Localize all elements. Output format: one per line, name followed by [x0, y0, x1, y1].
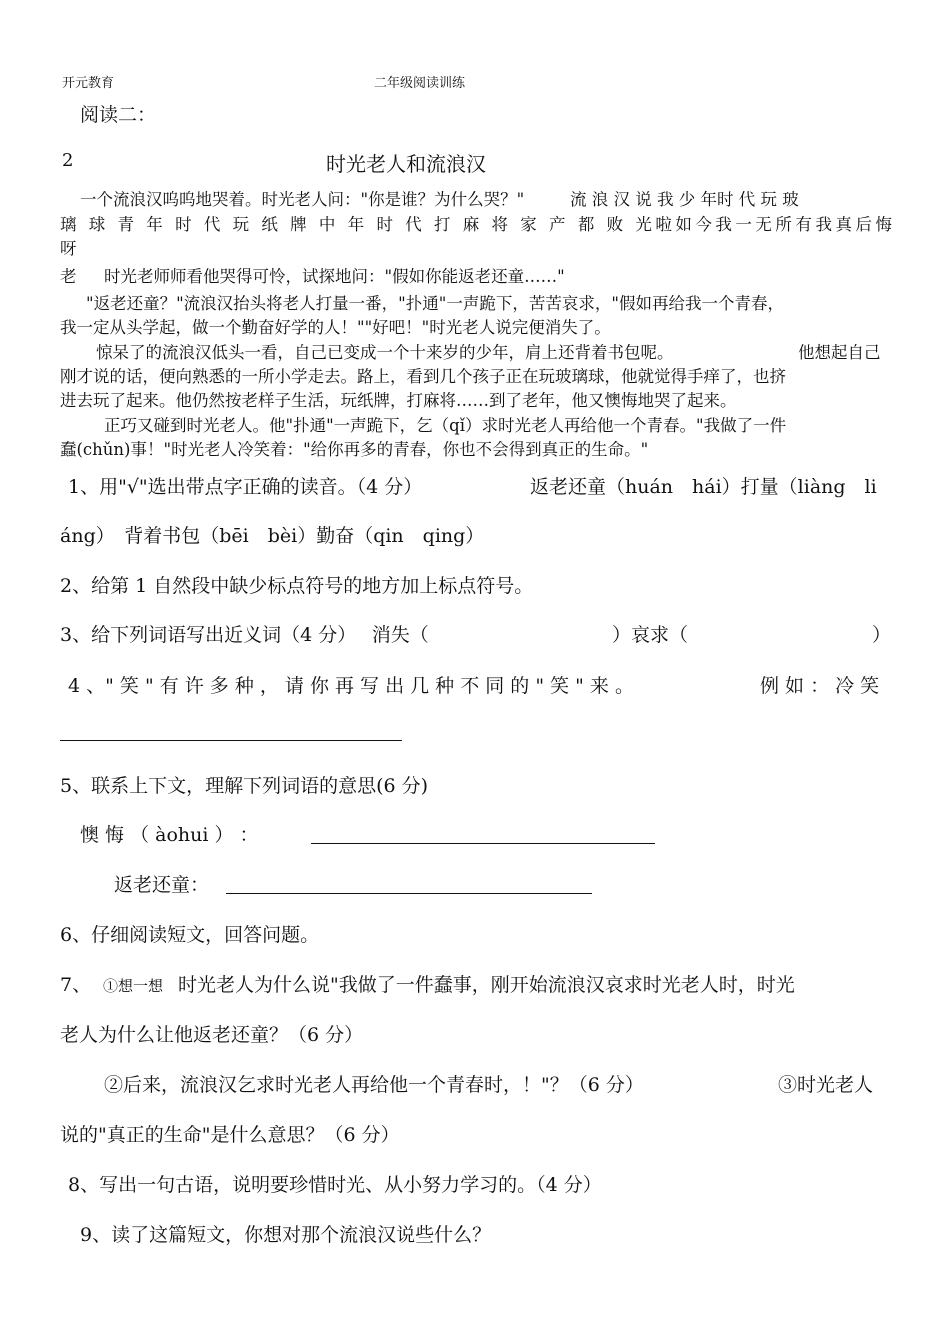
question-5-term-2: 返老还童：	[114, 874, 210, 896]
question-7-prefix: ①想一想	[103, 977, 164, 995]
question-5: 5、联系上下文，理解下列词语的意思(6 分)	[60, 775, 429, 797]
question-1-options-cont: áng） 背着书包（bēi bèi）勤奋（qin qing）	[60, 525, 485, 547]
answer-line-q4[interactable]	[60, 740, 402, 741]
question-7-sub-3: ③时光老人	[778, 1074, 874, 1096]
answer-line-q5a[interactable]	[311, 843, 655, 844]
passage-line: 刚才说的话，便向熟悉的一所小学走去。路上，看到几个孩子正在玩玻璃球，他就觉得手痒了，也挤	[60, 367, 786, 386]
header-left: 开元教育	[62, 76, 115, 91]
passage-line: 呀	[60, 239, 77, 258]
passage-line: 我一定从头学起，做一个勤奋好学的人！""好吧！"时光老人说完便消失了。	[60, 318, 611, 337]
passage-line: 进去玩了起来。他仍然按老样子生活，玩纸牌，打麻将……到了老年，他又懊悔地哭了起来。	[60, 391, 737, 410]
question-7-line-2: 老人为什么让他返老还童？（6 分）	[60, 1024, 364, 1046]
question-3-b: ）哀求（	[612, 624, 689, 646]
answer-line-q5b[interactable]	[226, 893, 592, 894]
passage-line: 流 浪 汉 说 我 少 年时 代 玩 玻	[570, 190, 799, 209]
section-label: 阅读二：	[80, 104, 157, 126]
question-7-number: 7、	[60, 974, 92, 996]
question-3-c: ）	[872, 624, 892, 646]
passage-line: "返老还童？"流浪汉抬头将老人打量一番，"扑通"一声跪下，苦苦哀求，"假如再给我一个青春，	[86, 294, 784, 313]
passage-line: 他想起自己	[798, 343, 881, 362]
question-6: 6、仔细阅读短文，回答问题。	[60, 924, 320, 946]
question-2: 2、给第 1 自然段中缺少标点符号的地方加上标点符号。	[60, 575, 534, 597]
passage-line: 蠢(chǔn)事！"时光老人冷笑着："给你再多的青春，你也不会得到真正的生命。"	[60, 440, 649, 459]
question-3: 3、给下列词语写出近义词（4 分） 消失（	[60, 624, 429, 646]
passage-line: 时光老师师看他哭得可怜，试探地问："假如你能返老还童……"	[104, 267, 565, 286]
question-4-example: 例 如 ： 冷 笑	[760, 675, 880, 697]
question-7-sub-3-cont: 说的"真正的生命"是什么意思？（6 分）	[60, 1124, 400, 1146]
passage-line: 一个流浪汉呜呜地哭着。时光老人问："你是谁？为什么哭？"	[80, 190, 525, 209]
question-5-term-1: 懊 悔 （ àohui ） ：	[80, 824, 259, 846]
page-title: 时光老人和流浪汉	[326, 152, 486, 176]
section-number: 2	[62, 150, 74, 171]
question-7-sub-2: ②后来，流浪汉乞求时光老人再给他一个青春时，！"？（6 分）	[104, 1074, 644, 1096]
passage-line: 正巧又碰到时光老人。他"扑通"一声跪下，乞（qǐ）求时光老人再给他一个青春。"我做了一件	[104, 416, 787, 435]
question-4: 4 、" 笑 " 有 许 多 种 ， 请 你 再 写 出 几 种 不 同 的 " 笑 " 来 。	[68, 675, 634, 697]
question-7-line-1: 时光老人为什么说"我做了一件蠢事，刚开始流浪汉哀求时光老人时，时光	[178, 974, 795, 996]
question-1: 1、用"√"选出带点字正确的读音。（4 分）	[68, 476, 423, 498]
passage-line: 惊呆了的流浪汉低头一看，自己已变成一个十来岁的少年，肩上还背着书包呢。	[96, 343, 674, 362]
question-8: 8、写出一句古语，说明要珍惜时光、从小努力学习的。（4 分）	[68, 1174, 602, 1196]
question-9: 9、读了这篇短文，你想对那个流浪汉说些什么？	[80, 1224, 492, 1246]
passage-line: 璃 球 青 年 时 代 玩 纸 牌 中 年 时 代 打 麻 将 家 产 都 败 光啦如今我一无所有我真后悔	[60, 215, 892, 234]
question-1-options: 返老还童（huán hái）打量（liàng li	[530, 476, 877, 498]
header-center: 二年级阅读训练	[374, 76, 466, 91]
passage-line: 老	[60, 267, 77, 286]
